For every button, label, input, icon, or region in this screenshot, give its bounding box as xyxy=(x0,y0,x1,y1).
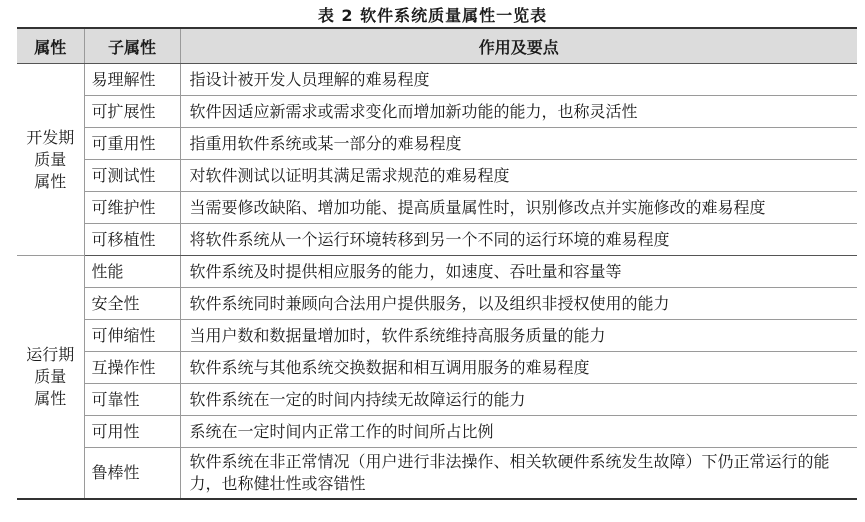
description-cell: 指重用软件系统或某一部分的难易程度 xyxy=(180,128,857,160)
header-sub-attr: 子属性 xyxy=(84,28,180,64)
sub-attr-cell: 可用性 xyxy=(84,416,180,448)
attr-line: 质量 xyxy=(34,149,67,169)
attr-line: 属性 xyxy=(34,389,67,408)
description-cell: 软件系统同时兼顾向合法用户提供服务，以及组织非授权使用的能力 xyxy=(180,288,857,320)
description-cell: 软件系统与其他系统交换数据和相互调用服务的难易程度 xyxy=(180,352,857,384)
table-row xyxy=(17,64,857,96)
attr-line: 运行期 xyxy=(26,345,75,364)
sub-attr-cell: 可移植性 xyxy=(84,224,180,256)
description-cell: 当需要修改缺陷、增加功能、提高质量属性时，识别修改点并实施修改的难易程度 xyxy=(180,192,857,224)
table-row xyxy=(17,256,857,288)
description-cell: 软件系统在一定的时间内持续无故障运行的能力 xyxy=(180,384,857,416)
sub-attr-cell: 可扩展性 xyxy=(84,96,180,128)
table-row xyxy=(17,96,857,128)
table-row xyxy=(17,160,857,192)
description-cell: 指设计被开发人员理解的难易程度 xyxy=(180,64,857,96)
table-row xyxy=(17,448,857,500)
header-attr: 属性 xyxy=(17,28,84,64)
sub-attr-cell: 可维护性 xyxy=(84,192,180,224)
table-caption: 表 2 软件系统质量属性一览表 xyxy=(317,5,548,25)
sub-attr-cell: 可重用性 xyxy=(84,128,180,160)
description-cell: 软件因适应新需求或需求变化而增加新功能的能力，也称灵活性 xyxy=(180,96,857,128)
table-row xyxy=(17,192,857,224)
description-cell: 对软件测试以证明其满足需求规范的难易程度 xyxy=(180,160,857,192)
sub-attr-cell: 互操作性 xyxy=(84,352,180,384)
table-row xyxy=(17,320,857,352)
sub-attr-cell: 性能 xyxy=(84,256,180,288)
attr-line: 属性 xyxy=(34,171,67,191)
group-attr-dev xyxy=(17,64,84,256)
attr-line: 质量 xyxy=(34,367,67,386)
sub-attr-cell: 安全性 xyxy=(84,288,180,320)
description-cell: 软件系统及时提供相应服务的能力，如速度、吞吐量和容量等 xyxy=(180,256,857,288)
table-row xyxy=(17,288,857,320)
table-row xyxy=(17,384,857,416)
sub-attr-cell: 易理解性 xyxy=(84,64,180,96)
header-description: 作用及要点 xyxy=(180,28,857,64)
table-row xyxy=(17,224,857,256)
sub-attr-cell: 可伸缩性 xyxy=(84,320,180,352)
group-attr-runtime xyxy=(17,256,84,500)
sub-attr-cell: 可靠性 xyxy=(84,384,180,416)
quality-attributes-table xyxy=(17,27,857,500)
table-row xyxy=(17,352,857,384)
attr-line: 开发期 xyxy=(26,127,75,147)
sub-attr-cell: 鲁棒性 xyxy=(84,448,180,500)
description-cell: 软件系统在非正常情况（用户进行非法操作、相关软硬件系统发生故障）下仍正常运行的能力，也称健壮性或容错性 xyxy=(180,448,857,500)
sub-attr-cell: 可测试性 xyxy=(84,160,180,192)
table-row xyxy=(17,128,857,160)
table-header-row xyxy=(17,28,857,64)
table-row xyxy=(17,416,857,448)
description-cell: 将软件系统从一个运行环境转移到另一个不同的运行环境的难易程度 xyxy=(180,224,857,256)
description-cell: 系统在一定时间内正常工作的时间所占比例 xyxy=(180,416,857,448)
description-cell: 当用户数和数据量增加时，软件系统维持高服务质量的能力 xyxy=(180,320,857,352)
